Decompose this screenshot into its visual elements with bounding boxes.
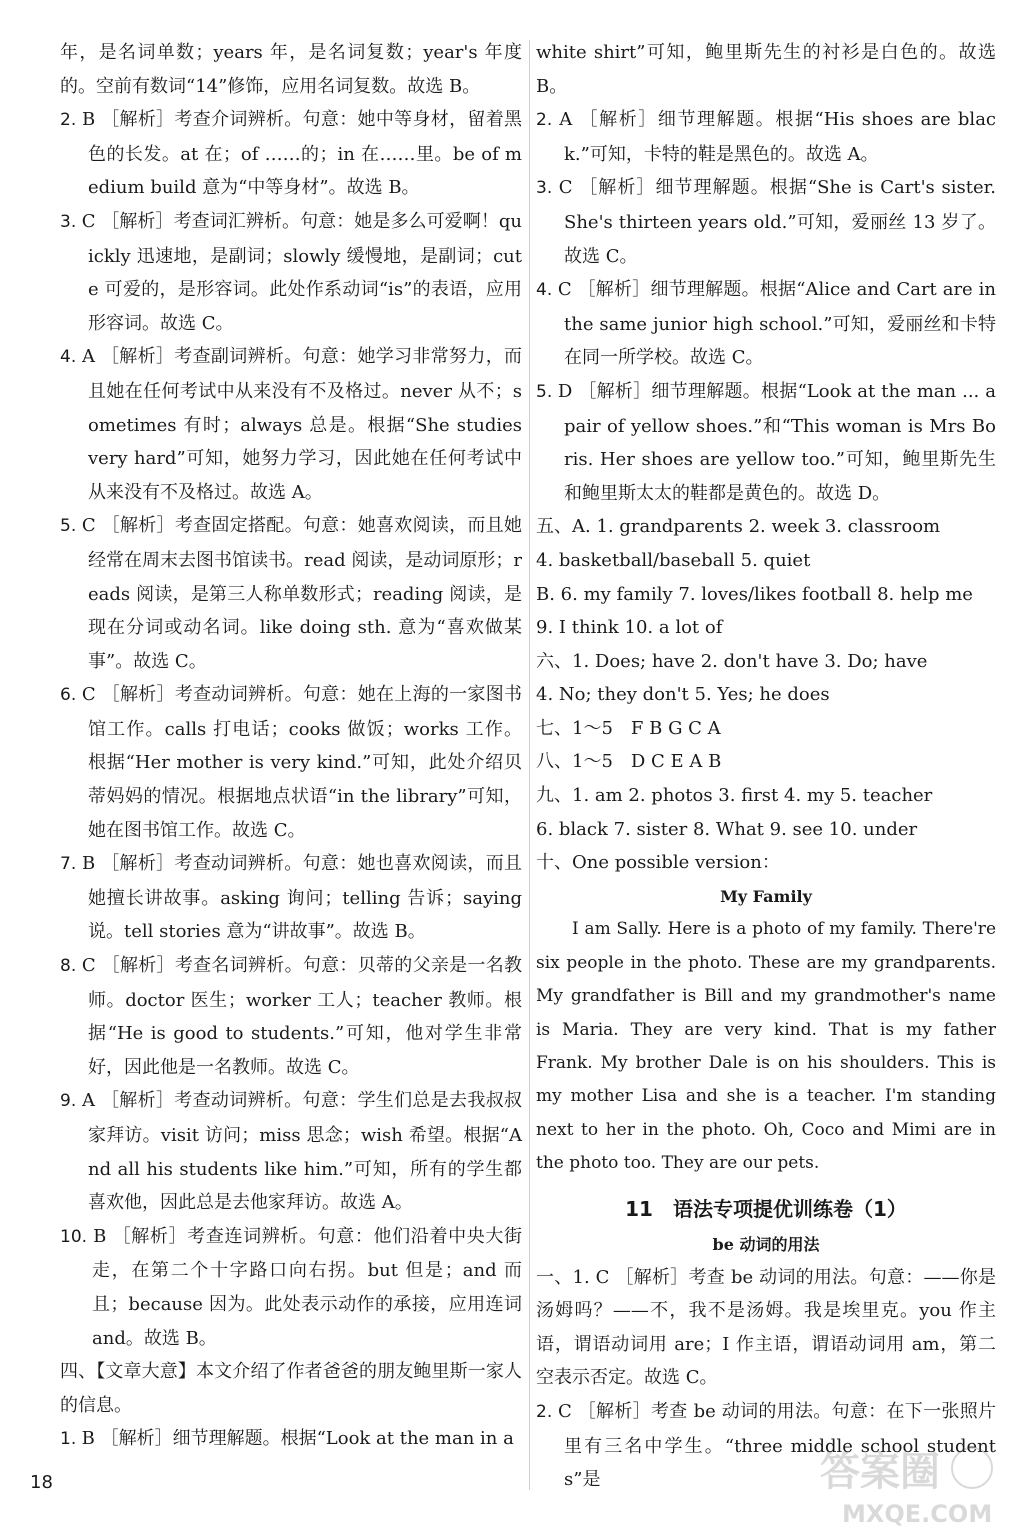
- answer-item: [60, 847, 522, 949]
- item-number: 8.: [60, 956, 82, 977]
- item-text: 五、A. 1. grandparents 2. week 3. classroom: [536, 516, 941, 538]
- answer-item: [536, 813, 996, 847]
- item-text: 4. No; they don't 5. Yes; he does: [536, 684, 830, 706]
- answer-item: [536, 544, 996, 578]
- answer-item: [536, 745, 996, 779]
- item-text: 九、1. am 2. photos 3. first 4. my 5. teacher: [536, 785, 933, 807]
- item-number: 2.: [536, 110, 560, 131]
- answer-item: [60, 103, 522, 205]
- section-title: 11 语法专项提优训练卷（1）: [625, 1196, 907, 1221]
- answer-item: [536, 578, 996, 612]
- right-column-answers: [536, 36, 996, 880]
- page-number: 18: [30, 1472, 53, 1493]
- answer-item: [536, 510, 996, 544]
- essay-title: My Family: [720, 886, 812, 906]
- answer-item: [60, 509, 522, 678]
- item-text: C ［解析］细节理解题。根据“Alice and Cart are in the same junior high school.”可知，爱丽丝和卡特在同一所学校。故选 C。: [557, 279, 997, 369]
- svg-text:答案圈: 答案圈: [820, 1449, 940, 1495]
- right-column: [536, 36, 996, 1497]
- item-text: 一、1. C ［解析］考查 be 动词的用法。句意：——你是汤姆吗？——不，我不是汤姆。我是埃里克。you 作主语，谓语动词用 are；I 作主语，谓语动词用 am，第二空表示否定。故选 C。: [536, 1266, 996, 1389]
- answer-item: [536, 645, 996, 679]
- answer-item: [536, 712, 996, 746]
- item-text: 年，是名词单数；years 年，是名词复数；year's 年度的。空前有数词“14”修饰，应用名词复数。故选 B。: [60, 42, 522, 97]
- essay-body: I am Sally. Here is a photo of my family. There're six people in the photo. These are my grandparents. My grandfather is Bill and my grandmother's name is Maria. They are very kind. That is my father Frank. My brother Dale is on his shoulders. This is my mother Lisa and she is a teacher. I'm standing next to her in the photo. Oh, Coco and Mimi are in the photo too. They are our pets.: [536, 919, 996, 1174]
- answer-item: [60, 1422, 522, 1457]
- answer-item: [536, 846, 996, 880]
- item-number: 6.: [60, 685, 82, 706]
- item-text: 七、1～5 F B G C A: [536, 717, 721, 739]
- answer-item: [536, 611, 996, 645]
- item-number: 3.: [60, 211, 82, 232]
- answer-item: [536, 779, 996, 813]
- item-text: B ［解析］细节理解题。根据“Look at the man in a: [81, 1428, 514, 1450]
- item-number: 1.: [60, 1429, 82, 1450]
- column-divider: [529, 40, 530, 1490]
- answer-item: [60, 1355, 522, 1422]
- item-text: C ［解析］考查固定搭配。句意：她喜欢阅读，而且她经常在周末去图书馆读书。read 阅读，是动词原形；reads 阅读，是第三人称单数形式；reading 阅读，是现在分词或动名词。like doing sth. 意为“喜欢做某事”。故选 C。: [81, 515, 523, 672]
- answer-item: [536, 678, 996, 712]
- svg-text:MXQE.COM: MXQE.COM: [842, 1500, 993, 1528]
- item-text: 六、1. Does; have 2. don't have 3. Do; have: [536, 650, 928, 672]
- item-text: white shirt”可知，鲍里斯先生的衬衫是白色的。故选 B。: [536, 42, 996, 97]
- answer-item: [60, 1220, 522, 1355]
- item-text: A ［解析］细节理解题。根据“His shoes are black.”可知，卡特的鞋是黑色的。故选 A。: [559, 109, 997, 165]
- item-number: 2.: [536, 1402, 558, 1423]
- answer-item: [536, 103, 996, 171]
- left-column: [60, 36, 522, 1457]
- item-number: 9.: [60, 1091, 82, 1112]
- item-text: 八、1～5 D C E A B: [536, 751, 722, 773]
- item-number: 5.: [60, 516, 82, 537]
- item-number: 4.: [60, 347, 82, 368]
- answer-item: [536, 1261, 996, 1395]
- item-text: A ［解析］考查动词辨析。句意：学生们总是去我叔叔家拜访。visit 访问；miss 思念；wish 希望。根据“And all his students like him.”可知，所有的学生都喜欢他，因此总是去他家拜访。故选 A。: [81, 1090, 523, 1214]
- answer-item: [60, 36, 522, 103]
- answer-item: [60, 949, 522, 1084]
- answer-item: [60, 1084, 522, 1219]
- answer-item: [536, 375, 996, 510]
- item-number: 5.: [536, 381, 558, 402]
- item-number: 2.: [60, 110, 82, 131]
- item-text: C ［解析］考查 be 动词的用法。句意：在下一张照片里有三名中学生。“three middle school students”是: [557, 1401, 996, 1491]
- item-text: C ［解析］考查词汇辨析。句意：她是多么可爱啊！quickly 迅速地，是副词；slowly 缓慢地，是副词；cute 可爱的，是形容词。此处作系动词“is”的表语，应用形容词。故选 C。: [81, 210, 523, 334]
- item-text: C ［解析］考查名词辨析。句意：贝蒂的父亲是一名教师。doctor 医生；worker 工人；teacher 教师。根据“He is good to students.”可知，他对学生非常好，因此他是一名教师。故选 C。: [81, 955, 523, 1078]
- answer-item: [60, 678, 522, 847]
- item-number: 3.: [536, 178, 559, 199]
- item-text: B ［解析］考查介词辨析。句意：她中等身材，留着黑色的长发。at 在；of ……的；in 在……里。be of medium build 意为“中等身材”。故选 B。: [81, 109, 522, 199]
- item-text: C ［解析］考查动词辨析。句意：她在上海的一家图书馆工作。calls 打电话；cooks 做饭；works 工作。根据“Her mother is very kind.”可知，此处介绍贝蒂妈妈的情况。根据地点状语“in the library”可知，她在图书馆工作。故选 C。: [81, 684, 523, 841]
- item-text: B. 6. my family 7. loves/likes football 8. help me: [536, 583, 973, 605]
- item-text: 6. black 7. sister 8. What 9. see 10. under: [536, 818, 918, 840]
- section-subtitle: be 动词的用法: [712, 1234, 820, 1254]
- item-number: 7.: [60, 854, 82, 875]
- item-text: C ［解析］细节理解题。根据“She is Cart's sister. She's thirteen years old.”可知，爱丽丝 13 岁了。故选 C。: [558, 177, 996, 267]
- item-text: B ［解析］考查动词辨析。句意：她也喜欢阅读，而且她擅长讲故事。asking 询问；telling 告诉；saying 说。tell stories 意为“讲故事”。故选 B。: [81, 853, 522, 943]
- item-text: 四、【文章大意】本文介绍了作者爸爸的朋友鲍里斯一家人的信息。: [60, 1361, 522, 1416]
- answer-item: [60, 340, 522, 509]
- item-number: 10.: [60, 1226, 94, 1247]
- answer-item: [536, 273, 996, 375]
- item-number: 4.: [536, 280, 558, 301]
- item-text: B ［解析］考查连词辨析。句意：他们沿着中央大街走，在第二个十字路口向右拐。but 但是；and 而且；because 因为。此处表示动作的承接，应用连词 and。故选 B。: [92, 1225, 522, 1349]
- item-text: 9. I think 10. a lot of: [536, 617, 723, 639]
- answer-item: [536, 36, 996, 103]
- item-text: D ［解析］细节理解题。根据“Look at the man ... a pair of yellow shoes.”和“This woman is Mrs Boris. Her shoes are yellow too.”可知，鲍里斯先生和鲍里斯太太的鞋都是黄色的。故选 D。: [557, 380, 997, 504]
- item-text: 十、One possible version：: [536, 852, 780, 874]
- item-text: A ［解析］考查副词辨析。句意：她学习非常努力，而且她在任何考试中从来没有不及格过。never 从不；sometimes 有时；always 总是。根据“She studies very hard”可知，她努力学习，因此她在任何考试中从来没有不及格过。故选 A。: [81, 346, 523, 503]
- item-text: 4. basketball/baseball 5. quiet: [536, 549, 811, 571]
- answer-item: [60, 205, 522, 340]
- watermark-logo: [812, 1440, 997, 1530]
- answer-item: [536, 171, 996, 273]
